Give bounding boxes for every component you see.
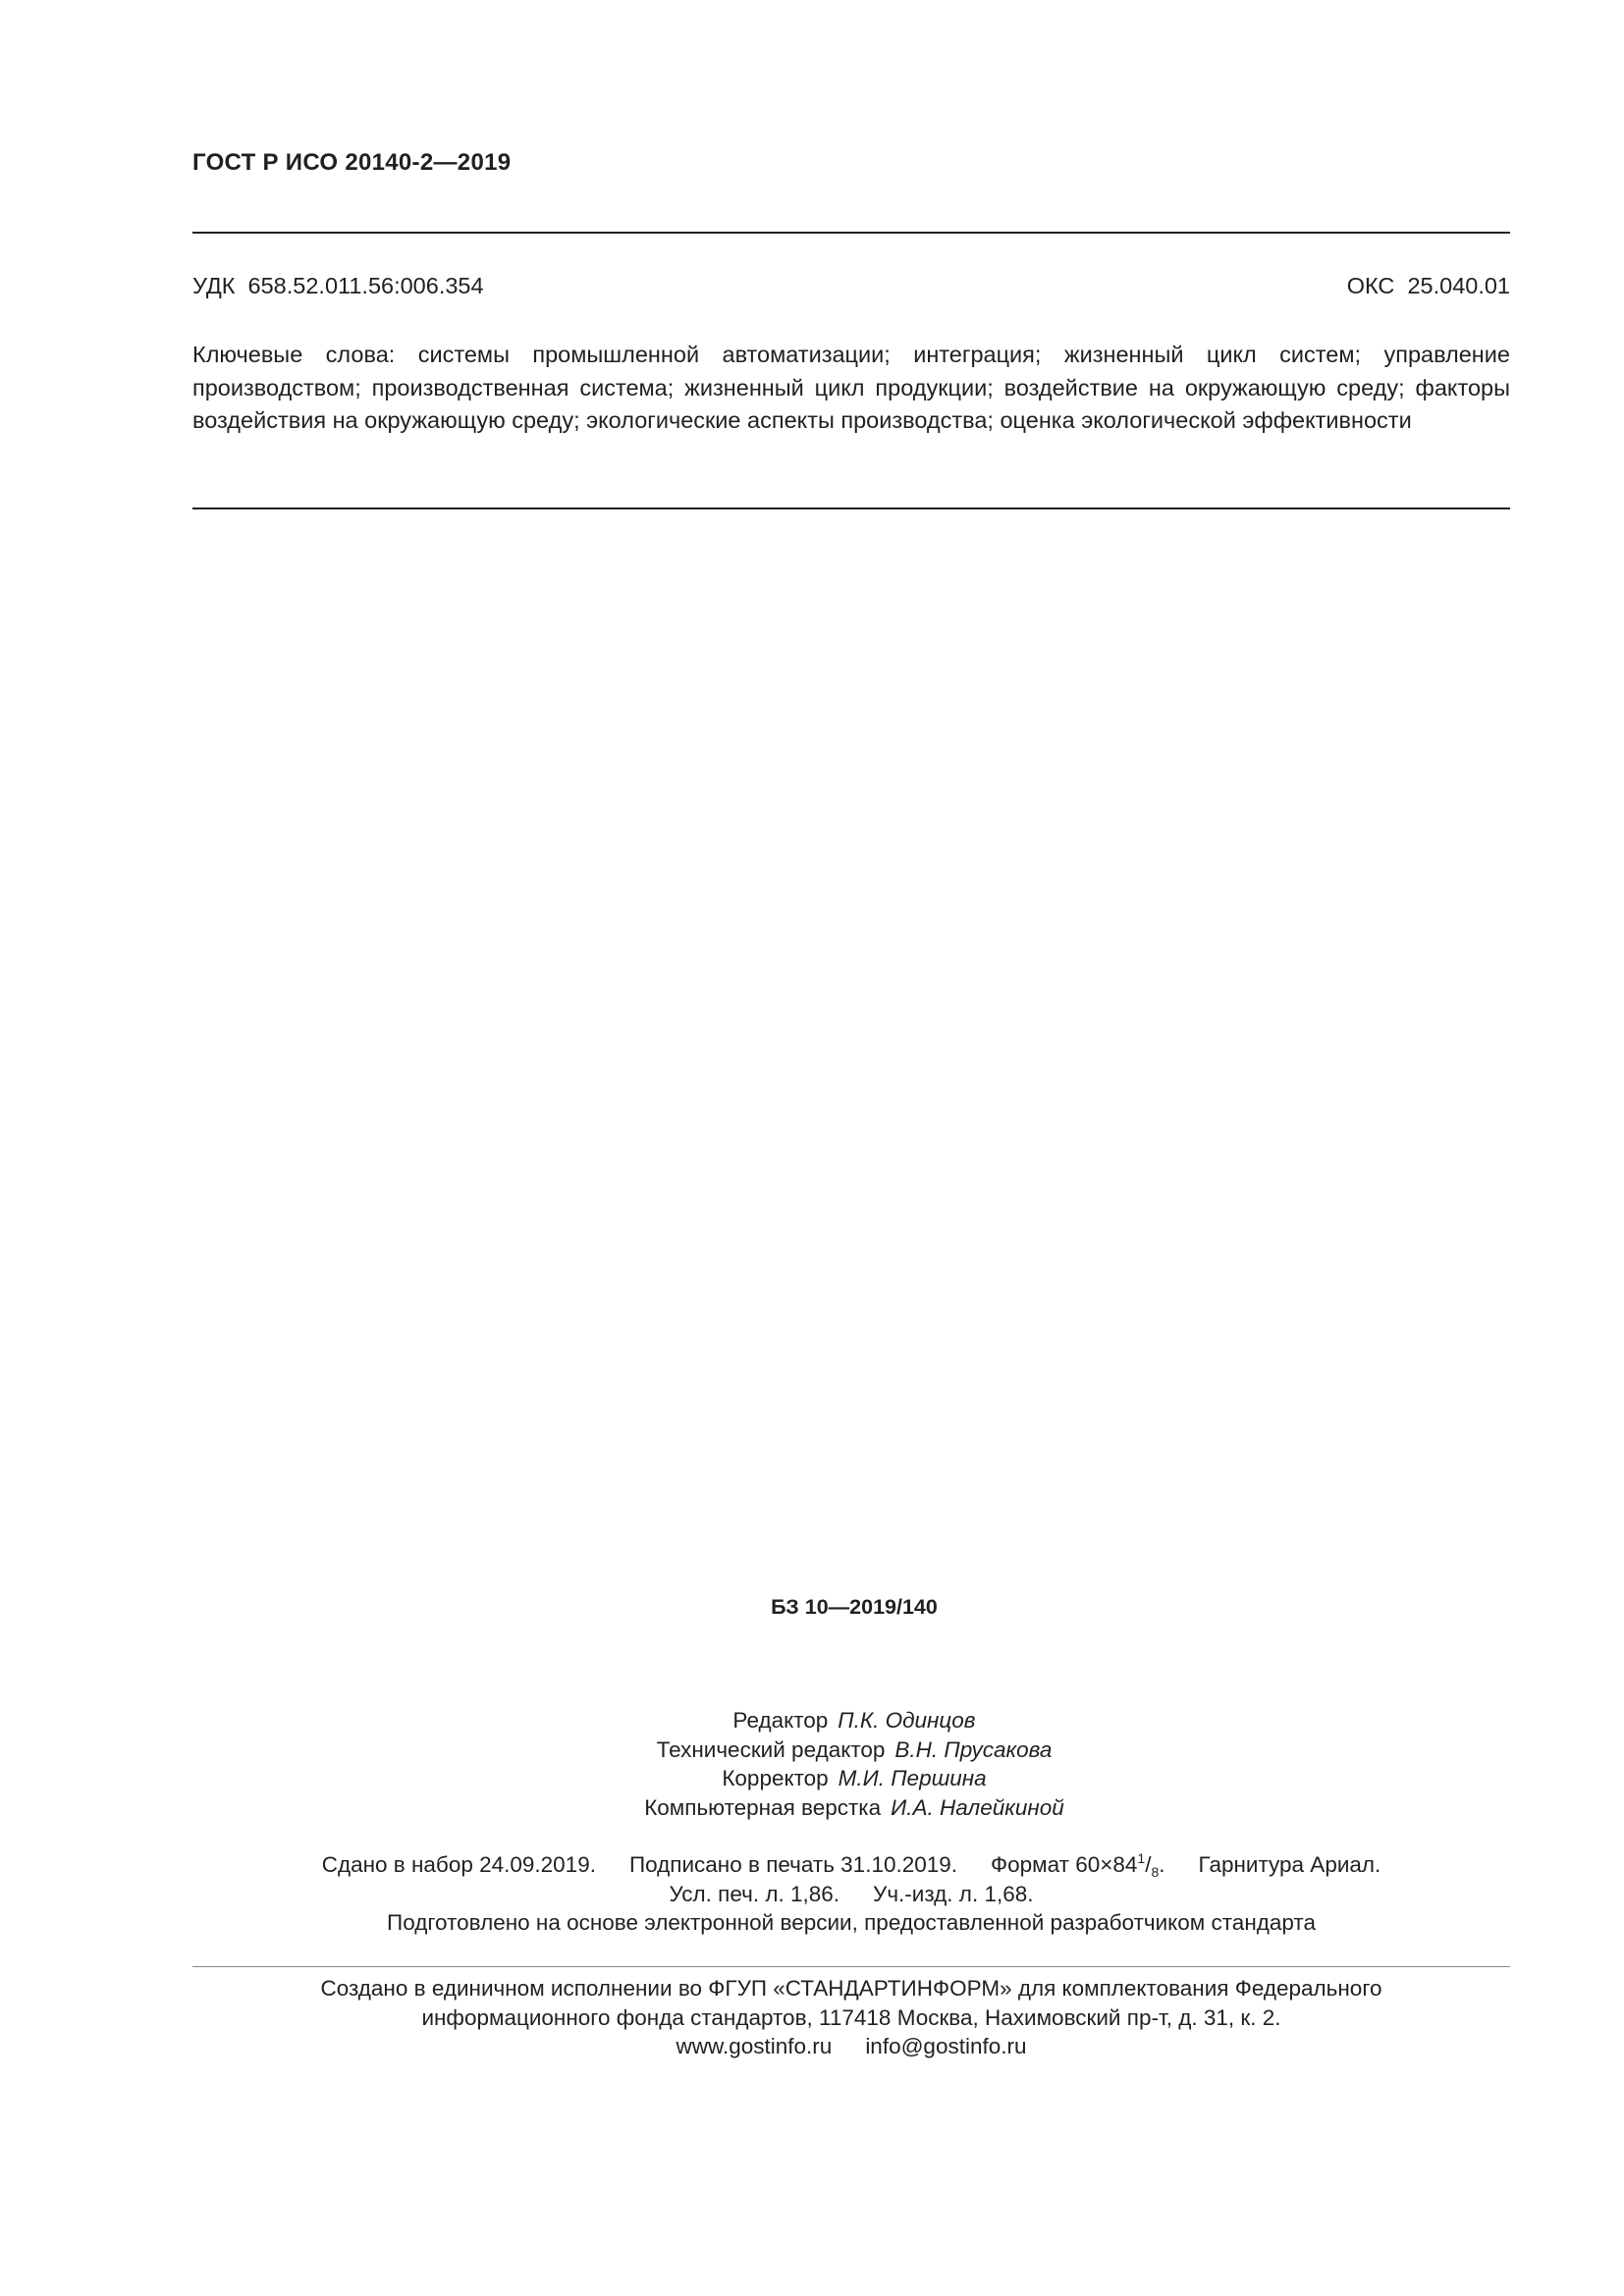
print-sheets: Усл. печ. л. 1,86. xyxy=(669,1881,840,1906)
submitted-date: Сдано в набор 24.09.2019. xyxy=(321,1852,596,1877)
credit-layout xyxy=(0,1793,1624,1823)
credit-person: П.К. Одинцов xyxy=(838,1708,976,1733)
credit-corrector xyxy=(0,1764,1624,1793)
udk-label: УДК xyxy=(192,273,236,298)
credit-tech-editor xyxy=(0,1735,1624,1765)
udk-value: 658.52.011.56:006.354 xyxy=(247,273,484,298)
footer-line-1: Создано в единичном исполнении во ФГУП «СТАНДАРТИНФОРМ» для комплектования Федерального xyxy=(320,1976,1382,2001)
credit-role: Редактор xyxy=(732,1708,829,1733)
top-divider xyxy=(192,232,1510,234)
credit-editor xyxy=(0,1706,1624,1735)
oks-label: ОКС xyxy=(1346,273,1395,298)
prepared-note: Подготовлено на основе электронной версии, предоставленной разработчиком стандарта xyxy=(387,1910,1316,1935)
credits-block xyxy=(0,1706,1624,1822)
footer-line-2: информационного фонда стандартов, 117418 Москва, Нахимовский пр-т, д. 31, к. 2. xyxy=(421,2004,1281,2030)
oks-code xyxy=(1347,273,1510,299)
signed-date: Подписано в печать 31.10.2019. xyxy=(628,1852,958,1877)
publication-info xyxy=(192,1850,1510,1938)
typeface: Гарнитура Ариал. xyxy=(1198,1852,1381,1877)
footer-divider xyxy=(192,1966,1510,1967)
credit-person: М.И. Першина xyxy=(838,1766,987,1790)
pub-sheets: Уч.-изд. л. 1,68. xyxy=(873,1881,1034,1906)
publication-line-2 xyxy=(192,1880,1510,1909)
bz-code: БЗ 10—2019/140 xyxy=(771,1595,938,1619)
keywords-divider xyxy=(192,507,1510,509)
footer-block xyxy=(192,1974,1510,2061)
paper-format: Формат $60\times 84^1/_8$. xyxy=(991,1850,1165,1880)
website-link[interactable]: www.gostinfo.ru xyxy=(676,2034,833,2058)
credit-person: И.А. Налейкиной xyxy=(891,1794,1064,1820)
oks-value: 25.040.01 xyxy=(1407,273,1510,298)
document-header-title: ГОСТ Р ИСО 20140-2—2019 xyxy=(192,149,512,176)
credit-person: В.Н. Прусакова xyxy=(894,1736,1053,1762)
publication-line-1 xyxy=(192,1850,1510,1880)
credit-role: Компьютерная верстка xyxy=(644,1794,882,1820)
footer-contacts xyxy=(192,2032,1510,2061)
udk-code xyxy=(192,273,484,299)
email-link[interactable]: info@gostinfo.ru xyxy=(865,2034,1027,2058)
keywords-paragraph: Ключевые слова: системы промышленной автоматизации; интеграция; жизненный цикл систем; управление производством; производственная система; жизненный цикл продукции; воздействие на окружающую среду; факторы воздействия на окружающую среду; экологические аспекты производства; оценка экологической эффективности xyxy=(192,342,1510,433)
credit-role: Технический редактор xyxy=(656,1736,886,1762)
credit-role: Корректор xyxy=(722,1766,829,1790)
